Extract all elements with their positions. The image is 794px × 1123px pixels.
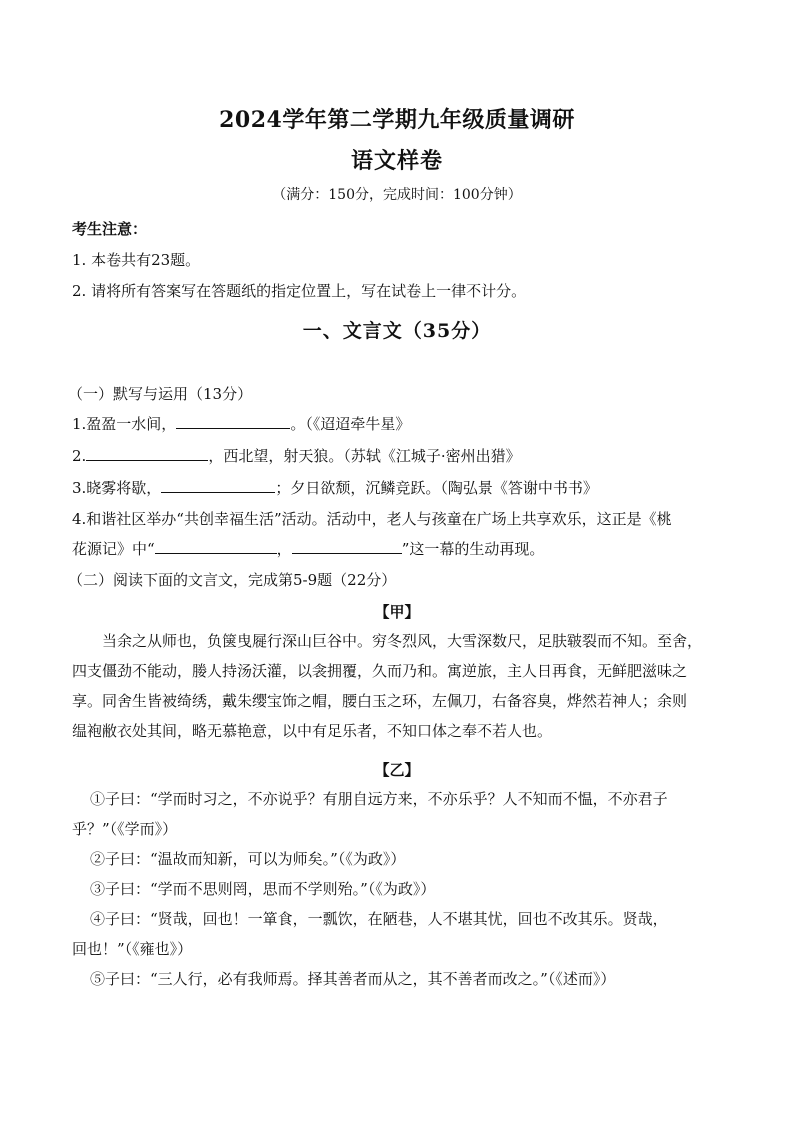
answer-blank-2[interactable] [86, 445, 208, 461]
question-2 [72, 445, 521, 466]
section-title: 一、文言文（35分） [302, 320, 492, 342]
passage-yi-line: ③子曰：“学而不思则罔，思而不学则殆。”（《为政》） [90, 880, 436, 898]
question-3-post: ；夕日欲颓，沉鳞竞跃。（陶弘景《答谢中书书》 [275, 479, 598, 497]
question-4-mid: ， [276, 540, 292, 558]
passage-yi-line: 回也！”（《雍也》） [72, 940, 193, 958]
passage-yi-line: 乎？”（《学而》） [72, 820, 178, 838]
question-4-post: ”这一幕的生动再现。 [401, 540, 545, 558]
exam-meta: （满分：150分，完成时间：100分钟） [272, 187, 522, 203]
question-2-pre: 2. [72, 447, 87, 465]
question-1 [72, 413, 410, 434]
answer-blank-1[interactable] [176, 413, 290, 429]
passage-jia-line: 享。同舍生皆被绮绣，戴朱缨宝饰之帽，腰白玉之环，左佩刀，右备容臭，烨然若神人；余则 [72, 692, 688, 710]
passage-yi-line: ⑤子曰：“三人行，必有我师焉。择其善者而从之，其不善者而改之。”（《述而》） [90, 970, 616, 988]
answer-blank-4b[interactable] [292, 538, 402, 554]
passage-yi-line: ④子曰：“贤哉，回也！一箪食，一瓢饮，在陋巷，人不堪其忧，回也不改其乐。贤哉， [90, 910, 668, 928]
passage-jia-line: 缊袍敝衣处其间，略无慕艳意，以中有足乐者，不知口体之奉不若人也。 [72, 722, 553, 740]
question-1-post: 。（《迢迢牵牛星》 [290, 415, 411, 433]
passage-jia-line: 当余之从师也，负箧曳屣行深山巨谷中。穷冬烈风，大雪深数尺，足肤皲裂而不知。至舍， [102, 632, 703, 650]
exam-title: 2024学年第二学期九年级质量调研 [219, 107, 575, 133]
notice-item-2: 2. 请将所有答案写在答题纸的指定位置上，写在试卷上一律不计分。 [72, 282, 527, 300]
answer-blank-4a[interactable] [155, 538, 277, 554]
passage-yi [72, 784, 726, 994]
answer-blank-3[interactable] [161, 477, 275, 493]
passage-yi-line: ②子曰：“温故而知新，可以为师矣。”（《为政》） [90, 850, 406, 868]
question-2-post: ，西北望，射天狼。（苏轼《江城子·密州出猎》 [208, 447, 521, 465]
passage-jia [72, 626, 726, 746]
part1-heading: （一）默写与运用（13分） [68, 385, 253, 403]
notice-heading: 考生注意： [72, 220, 148, 238]
part2-heading: （二）阅读下面的文言文，完成第5-9题（22分） [68, 571, 397, 589]
passage-yi-line: ①子曰：“学而时习之，不亦说乎？有朋自远方来，不亦乐乎？人不知而不愠，不亦君子 [90, 790, 668, 808]
notice-item-1: 1. 本卷共有23题。 [72, 251, 201, 269]
question-3-pre: 3.晓雾将歇， [72, 479, 162, 497]
passage-yi-label: 【乙】 [374, 761, 420, 779]
passage-jia-line: 四支僵劲不能动，媵人持汤沃灌，以衾拥覆，久而乃和。寓逆旅，主人日再食，无鲜肥滋味之 [72, 662, 688, 680]
passage-jia-label: 【甲】 [374, 603, 420, 621]
question-4-line-2 [72, 538, 544, 559]
question-3 [72, 477, 598, 498]
question-4-pre: 花源记》中“ [72, 540, 155, 558]
question-1-pre: 1.盈盈一水间， [72, 415, 177, 433]
exam-subtitle: 语文样卷 [350, 148, 443, 174]
question-4-line-1: 4.和谐社区举办“共创幸福生活”活动。活动中，老人与孩童在广场上共享欢乐，这正是《桃 [72, 510, 672, 528]
